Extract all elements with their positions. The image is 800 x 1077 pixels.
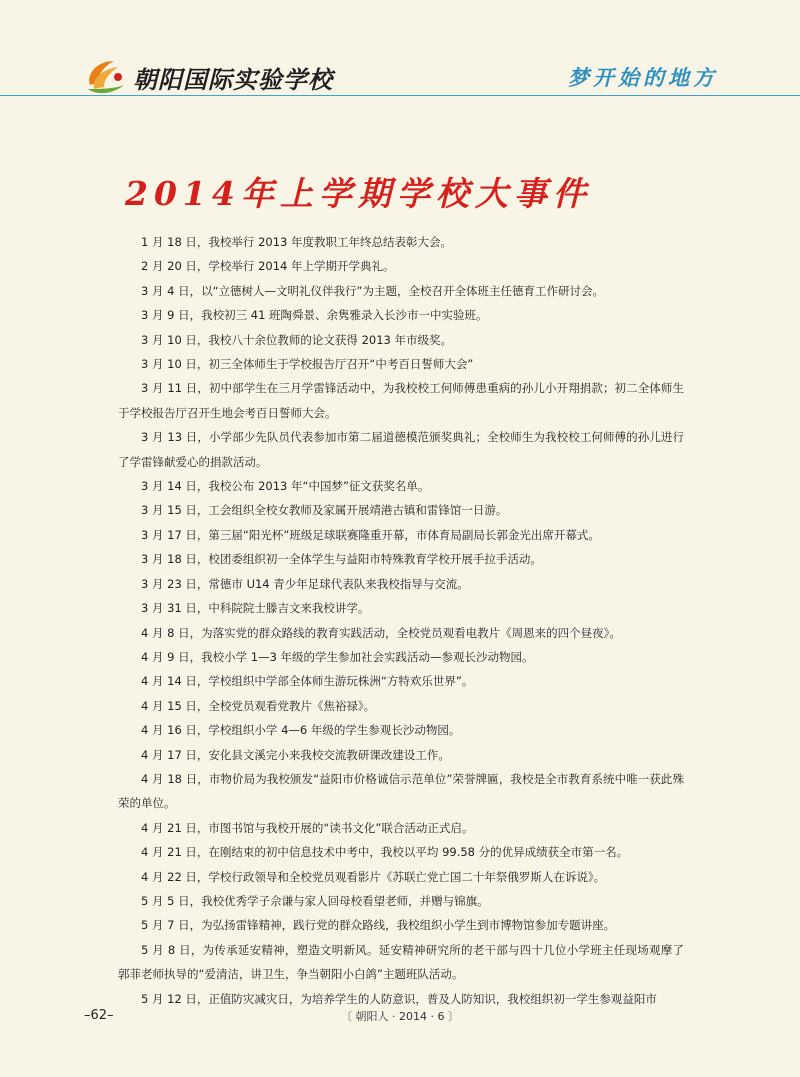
event-entry: 3 月 10 日，我校八十余位教师的论文获得 2013 年市级奖。 [141, 332, 452, 347]
event-entry: 4 月 15 日，全校党员观看党教片《焦裕禄》。 [141, 698, 376, 713]
event-entry: 3 月 31 日，中科院院士滕吉文来我校讲学。 [141, 601, 370, 616]
event-entry: 3 月 18 日，校团委组织初一全体学生与益阳市特殊教育学校开展手拉手活动。 [141, 552, 542, 567]
event-entry: 4 月 22 日，学校行政领导和全校党员观看影片《苏联亡党亡国二十年祭俄罗斯人在诉说》。 [141, 869, 606, 884]
event-entry: 5 月 7 日，为弘扬雷锋精神，践行党的群众路线，我校组织小学生到市博物馆参加专题讲座。 [141, 918, 616, 933]
event-entry: 4 月 21 日，市图书馆与我校开展的“读书文化”联合活动正式启。 [141, 820, 474, 835]
event-entry: 3 月 13 日，小学部少先队员代表参加市第二届道德模范颁奖典礼；全校师生为我校校工何师傅的孙儿进行了学雷锋献爱心的捐款活动。 [118, 430, 684, 469]
event-entry: 4 月 21 日，在刚结束的初中信息技术中考中，我校以平均 99.58 分的优异成绩获全市第一名。 [141, 845, 629, 860]
header-slogan: 梦开始的地方 [568, 65, 718, 90]
event-entry: 1 月 18 日，我校举行 2013 年度教职工年终总结表彰大会。 [141, 235, 452, 249]
event-entry: 5 月 5 日，我校优秀学子佘谦与家人回母校看望老师，并赠与锦旗。 [141, 893, 489, 908]
event-entry: 4 月 16 日，学校组织小学 4—6 年级的学生参观长沙动物园。 [141, 723, 461, 738]
event-entry: 5 月 8 日，为传承延安精神，塑造文明新风。延安精神研究所的老干部与四十几位小学班主任现场观摩了郭菲老师执导的“爱清洁，讲卫生，争当朝阳小白鸽”主题班队活动。 [118, 942, 684, 982]
header-divider [0, 95, 800, 96]
page-header [0, 0, 800, 96]
event-entry: 4 月 14 日，学校组织中学部全体师生游玩株洲“方特欢乐世界”。 [141, 674, 474, 689]
event-list [118, 230, 684, 1011]
page-title: 2014年上学期学校大事件 [125, 174, 592, 213]
event-entry: 4 月 9 日，我校小学 1—3 年级的学生参加社会实践活动—参观长沙动物园。 [141, 649, 534, 664]
event-entry: 3 月 10 日，初三全体师生于学校报告厅召开“中考百日誓师大会” [141, 357, 474, 372]
event-entry: 3 月 11 日，初中部学生在三月学雷锋活动中，为我校校工何师傅患重病的孙儿小开翔捐款；初二全体师生于学校报告厅召开生地会考百日誓师大会。 [118, 381, 684, 420]
event-entry: 3 月 15 日，工会组织全校女教师及家属开展靖港古镇和雷锋馆一日游。 [141, 503, 508, 518]
event-entry: 5 月 12 日，正值防灾减灾日，为培养学生的人防意识，普及人防知识，我校组织初一学生参观益阳市 [141, 991, 657, 1006]
event-entry: 3 月 4 日，以“立德树人—文明礼仪伴我行”为主题，全校召开全体班主任德育工作研讨会。 [141, 283, 605, 298]
event-entry: 3 月 9 日，我校初三 41 班陶舜景、余隽雅录入长沙市一中实验班。 [141, 308, 488, 323]
event-entry: 4 月 17 日，安化县文溪完小来我校交流教研课改建设工作。 [141, 747, 450, 762]
event-entry: 3 月 23 日，常德市 U14 青少年足球代表队来我校指导与交流。 [141, 576, 469, 591]
event-entry: 3 月 17 日，第三届“阳光杯”班级足球联赛隆重开幕，市体育局副局长郭金光出席开幕式。 [141, 527, 600, 542]
event-entry: 4 月 8 日，为落实党的群众路线的教育实践活动，全校党员观看电教片《周恩来的四个昼夜》。 [141, 625, 621, 640]
school-logo-icon [84, 55, 128, 95]
magazine-footer: 〔 朝阳人 · 2014 · 6 〕 [341, 1010, 459, 1023]
event-entry: 3 月 14 日，我校公布 2013 年“中国梦”征文获奖名单。 [141, 479, 430, 494]
page-number: –62– [84, 1008, 114, 1023]
school-name: 朝阳国际实验学校 [133, 65, 333, 94]
event-entry: 2 月 20 日，学校举行 2014 年上学期开学典礼。 [141, 259, 395, 274]
event-entry: 4 月 18 日，市物价局为我校颁发“益阳市价格诚信示范单位”荣誉牌匾，我校是全市教育系统中唯一获此殊荣的单位。 [118, 771, 684, 811]
